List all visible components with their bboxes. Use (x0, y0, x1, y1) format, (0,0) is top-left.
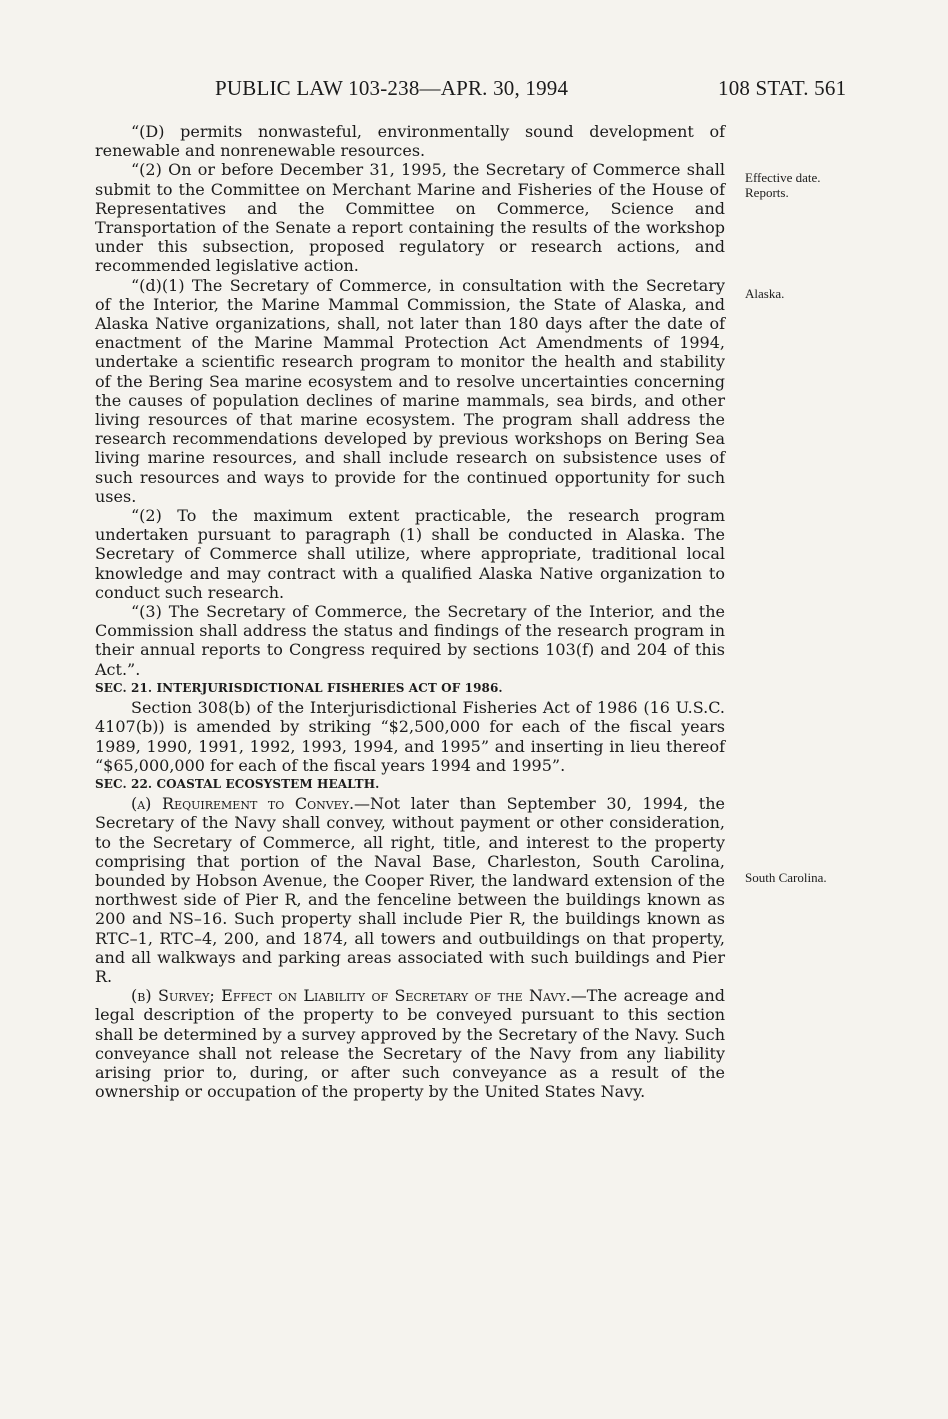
section-21-text: Section 308(b) of the Interjurisdictional Fisheries Act of 1986 (16 U.S.C. 4107(b)) is amended by striking “$2,500,000 for each of the fiscal years 1989, 1990, 1991, 1992, 1993, 1994, and 1995” and inserting in lieu thereof “$65,000,000 for each of the fiscal years 1994 and 1995”. (95, 698, 725, 775)
section-22-b-text: —The acreage and legal description of the property to be conveyed pursuant to this section shall be determined by a survey approved by the Secretary of the Navy. Such conveyance shall not release the Secretary of the Navy from any liability arising prior to, during, or after such conveyance as a result of the ownership or occupation of the property by the United States Navy. (95, 986, 725, 1102)
margin-note-reports: Reports. (745, 185, 789, 200)
section-22-b (95, 986, 725, 1101)
paragraph-d1-research: “(d)(1) The Secretary of Commerce, in consultation with the Secretary of the Interior, the Marine Mammal Commission, the State of Alaska, and Alaska Native organizations, shall, not later than 180 days after the date of enactment of the Marine Mammal Protection Act Amendments of 1994, undertake a scientific research program to monitor the health and stability of the Bering Sea marine ecosystem and to resolve uncertainties concerning the causes of population declines of marine mammals, sea birds, and other living resources of that marine ecosystem. The program shall address the research recommendations developed by previous workshops on Bering Sea living marine resources, and shall include research on subsistence uses of such resources and ways to provide for the continued opportunity for such uses. (95, 275, 725, 506)
section-22-a-label: (a) Requirement to Convey. (131, 794, 355, 814)
paragraph-2-report: “(2) On or before December 31, 1995, the Secretary of Commerce shall submit to the Committee on Merchant Marine and Fisheries of the House of Representatives and the Committee on Commerce, Science and Transportation of the Senate a report containing the results of the workshop under this subsection, proposed regulatory or research actions, and recommended legislative action. (95, 160, 725, 276)
section-21-heading: SEC. 21. INTERJURISDICTIONAL FISHERIES ACT OF 1986. (95, 680, 503, 695)
page-header-stat: 108 STAT. 561 (718, 76, 847, 100)
document-body (95, 122, 725, 1101)
section-22-heading: SEC. 22. COASTAL ECOSYSTEM HEALTH. (95, 776, 380, 791)
paragraph-2-alaska: “(2) To the maximum extent practicable, the research program undertaken pursuant to paragraph (1) shall be conducted in Alaska. The Secretary of Commerce shall utilize, where appropriate, traditional local knowledge and may contract with a qualified Alaska Native organization to conduct such research. (95, 506, 725, 602)
margin-note-south-carolina: South Carolina. (745, 870, 827, 885)
margin-note-alaska: Alaska. (745, 286, 785, 301)
margin-note-effective-date: Effective date. (745, 170, 821, 185)
paragraph-d: “(D) permits nonwasteful, environmentally sound development of renewable and nonrenewable resources. (95, 122, 725, 161)
page-header-title: PUBLIC LAW 103-238—APR. 30, 1994 (215, 76, 569, 100)
section-22-a (95, 794, 725, 986)
paragraph-3-reports: “(3) The Secretary of Commerce, the Secretary of the Interior, and the Commission shall address the status and findings of the research program in their annual reports to Congress required by sections 103(f) and 204 of this Act.”. (95, 602, 725, 679)
section-22-b-label: (b) Survey; Effect on Liability of Secretary of the Navy. (131, 986, 571, 1006)
section-22-a-text: —Not later than September 30, 1994, the Secretary of the Navy shall convey, without payment or other consideration, to the Secretary of Commerce, all right, title, and interest to the property comprising that portion of the Naval Base, Charleston, South Carolina, bounded by Hobson Avenue, the Cooper River, the landward extension of the northwest side of Pier R, and the fenceline between the buildings known as 200 and NS–16. Such property shall include Pier R, the buildings known as RTC–1, RTC–4, 200, and 1874, all towers and outbuildings on that property, and all walkways and parking areas associated with such buildings and Pier R. (95, 794, 725, 986)
